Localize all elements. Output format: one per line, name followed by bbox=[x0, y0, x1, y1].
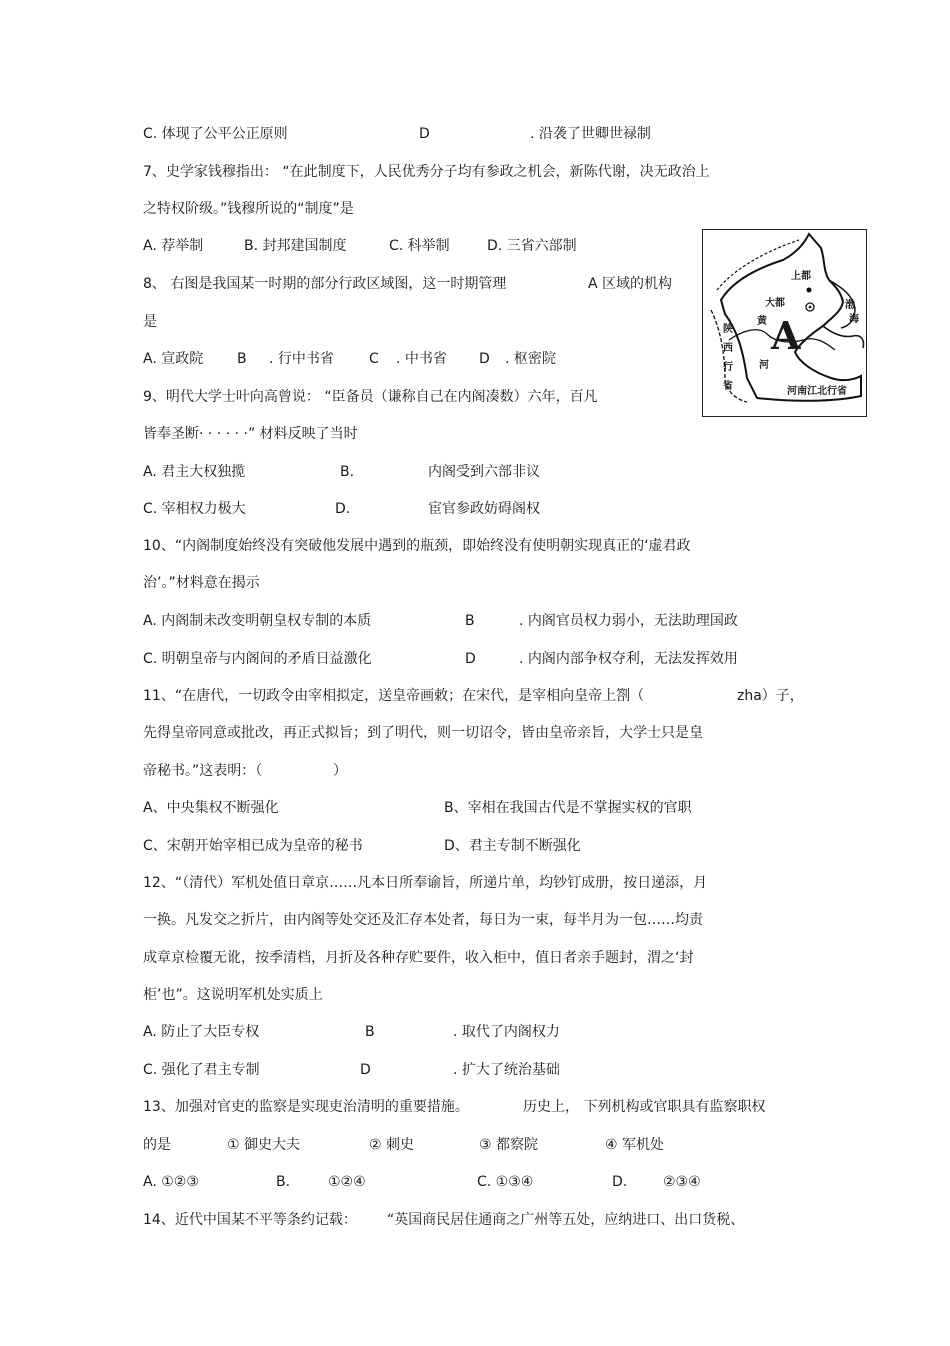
q7-option-c: C. 科举制 bbox=[389, 238, 450, 254]
q11-stem-line3: 帝秘书。”这表明：（ bbox=[143, 763, 263, 779]
q12-stem-line1: 12、“（清代）军机处值日章京……凡本日所奉谕旨，所递片单，均钞钉成册，按日递添，月 bbox=[143, 875, 708, 891]
q11-stem-line2: 先得皇帝同意或批改，再正式拟旨；到了明代，则一切诏令，皆由皇帝亲旨，大学士只是皇 bbox=[143, 725, 703, 741]
q7-option-d: D. 三省六部制 bbox=[487, 238, 577, 254]
q13-stem-line2: 的是 bbox=[143, 1137, 171, 1153]
label-region-a: A bbox=[771, 313, 801, 358]
label-he: 河 bbox=[759, 360, 769, 371]
q13-item-4: ④ 军机处 bbox=[605, 1137, 665, 1153]
dadu-marker-dot bbox=[809, 306, 812, 309]
q9-option-b-text: 内阁受到六部非议 bbox=[428, 464, 540, 480]
q8-option-d-letter: D bbox=[479, 351, 490, 367]
q13-item-1: ① 御史大夫 bbox=[227, 1137, 301, 1153]
q14-stem-line1: 14、近代中国某不平等条约记载： bbox=[143, 1212, 357, 1228]
q10-stem-line1: 10、“内阁制度始终没有突破他发展中遇到的瓶颈，即始终没有使明朝实现真正的‘虚君政 bbox=[143, 538, 691, 554]
q12-option-b-letter: B bbox=[365, 1024, 375, 1040]
label-dadu: 大都 bbox=[765, 298, 785, 309]
q8-option-c-letter: C bbox=[369, 351, 379, 367]
q9-option-b-letter: B. bbox=[340, 464, 355, 480]
q13-option-b-letter: B. bbox=[276, 1174, 291, 1190]
q6-option-c: C. 体现了公平公正原则 bbox=[143, 126, 288, 142]
q9-option-d-text: 宦官参政妨碍阁权 bbox=[428, 501, 540, 517]
q11-stem-line1-end: zha）子， bbox=[737, 688, 804, 704]
q13-item-3: ③ 都察院 bbox=[479, 1137, 539, 1153]
label-shangdu: 上都 bbox=[791, 271, 811, 282]
q12-option-b-text: . 取代了内阁权力 bbox=[453, 1024, 560, 1040]
q14-stem-line1-end: “英国商民居住通商之广州等五处，应纳进口、出口货税、 bbox=[387, 1212, 745, 1228]
q13-option-d-letter: D. bbox=[612, 1174, 628, 1190]
q8-option-a: A. 宣政院 bbox=[143, 351, 204, 367]
q8-option-b-letter: B bbox=[237, 351, 247, 367]
q12-option-c: C. 强化了君主专制 bbox=[143, 1062, 260, 1078]
q10-stem-line2: 治’。”材料意在揭示 bbox=[143, 575, 260, 591]
q11-stem-line3-end: ） bbox=[333, 763, 347, 779]
q13-stem-line1: 13、加强对官吏的监察是实现吏治清明的重要措施。 bbox=[143, 1099, 469, 1115]
label-huang: 黄 bbox=[757, 316, 767, 327]
q11-option-d: D、君主专制不断强化 bbox=[444, 838, 581, 854]
q11-option-c: C、宋朝开始宰相已成为皇帝的秘书 bbox=[143, 838, 363, 854]
label-henan-jiangbei: 河南江北行省 bbox=[787, 386, 847, 397]
q10-option-d-text: . 内阁内部争权夺利，无法发挥效用 bbox=[519, 651, 738, 667]
q10-option-d-letter: D bbox=[465, 651, 476, 667]
q7-stem-line1: 7、史学家钱穆指出： “在此制度下，人民优秀分子均有参政之机会，新陈代谢，决无政治上 bbox=[143, 164, 710, 180]
q10-option-b-letter: B bbox=[465, 613, 475, 629]
q7-stem-line2: 之特权阶级。”钱穆所说的“制度”是 bbox=[143, 201, 354, 217]
q11-stem-line1: 11、“在唐代，一切政令由宰相拟定，送皇帝画敕；在宋代，是宰相向皇帝上劄（ bbox=[143, 688, 645, 704]
q12-stem-line4: 柜’也”。这说明军机处实质上 bbox=[143, 987, 323, 1003]
q13-option-c: C. ①③④ bbox=[477, 1174, 534, 1190]
q11-option-b: B、宰相在我国古代是不掌握实权的官职 bbox=[444, 800, 692, 816]
q13-option-a: A. ①②③ bbox=[143, 1174, 199, 1190]
yuan-admin-map bbox=[702, 229, 867, 417]
label-shaanxi-2: 西 bbox=[723, 343, 733, 354]
peninsula-coast bbox=[823, 326, 864, 348]
q12-option-d-text: . 扩大了统治基础 bbox=[453, 1062, 560, 1078]
q10-option-c: C. 明朝皇帝与内阁间的矛盾日益激化 bbox=[143, 651, 372, 667]
shangdu-marker bbox=[807, 288, 812, 293]
q8-stem-line1: 8、 右图是我国某一时期的部分行政区域图，这一时期管理 bbox=[143, 276, 507, 292]
q8-option-b-text: . 行中书省 bbox=[269, 351, 334, 367]
q6-option-d-text: . 沿袭了世卿世禄制 bbox=[530, 126, 651, 142]
q8-stem-line1-end: A 区域的机构 bbox=[588, 276, 673, 292]
q8-stem-line2: 是 bbox=[143, 314, 157, 330]
q13-item-2: ② 刺史 bbox=[369, 1137, 415, 1153]
q7-option-a: A. 荐举制 bbox=[143, 238, 204, 254]
q9-stem-line1: 9、明代大学士叶向高曾说： “臣备员（谦称自己在内阁凑数）六年，百凡 bbox=[143, 389, 598, 405]
q8-option-d-text: . 枢密院 bbox=[505, 351, 556, 367]
q13-option-b-text: ①②④ bbox=[328, 1174, 366, 1190]
label-shaanxi-3: 行 bbox=[723, 362, 733, 373]
northern-border bbox=[717, 240, 799, 290]
q7-option-b: B. 封邦建国制度 bbox=[244, 238, 347, 254]
q9-option-a: A. 君主大权独揽 bbox=[143, 464, 246, 480]
q9-stem-line2: 皆奉圣断· · · · · ·” 材料反映了当时 bbox=[143, 426, 358, 442]
q9-option-c: C. 宰相权力极大 bbox=[143, 501, 246, 517]
q8-option-c-text: . 中书省 bbox=[396, 351, 447, 367]
label-bohai-1: 渤 bbox=[845, 300, 855, 311]
q9-option-d-letter: D. bbox=[335, 501, 351, 517]
q10-option-b-text: . 内阁官员权力弱小，无法助理国政 bbox=[519, 613, 738, 629]
q13-stem-line1-end: 历史上， 下列机构或官职具有监察职权 bbox=[523, 1099, 766, 1115]
q13-option-d-text: ②③④ bbox=[663, 1174, 701, 1190]
q12-option-d-letter: D bbox=[360, 1062, 371, 1078]
label-shaanxi-1: 陕 bbox=[723, 324, 733, 335]
q10-option-a: A. 内阁制未改变明朝皇权专制的本质 bbox=[143, 613, 372, 629]
label-shaanxi-4: 省 bbox=[723, 381, 733, 392]
q6-option-d-letter: D bbox=[419, 126, 430, 142]
label-bohai-2: 海 bbox=[849, 314, 859, 325]
q12-stem-line2: 一换。凡发交之折片，由内阁等处交还及汇存本处者，每日为一束，每半月为一包……均责 bbox=[143, 912, 703, 928]
q11-option-a: A、中央集权不断强化 bbox=[143, 800, 279, 816]
q12-stem-line3: 成章京检覆无讹，按季清档，月折及各种存贮要件，收入柜中，值日者亲手题封，渭之‘封 bbox=[143, 950, 694, 966]
q12-option-a: A. 防止了大臣专权 bbox=[143, 1024, 260, 1040]
